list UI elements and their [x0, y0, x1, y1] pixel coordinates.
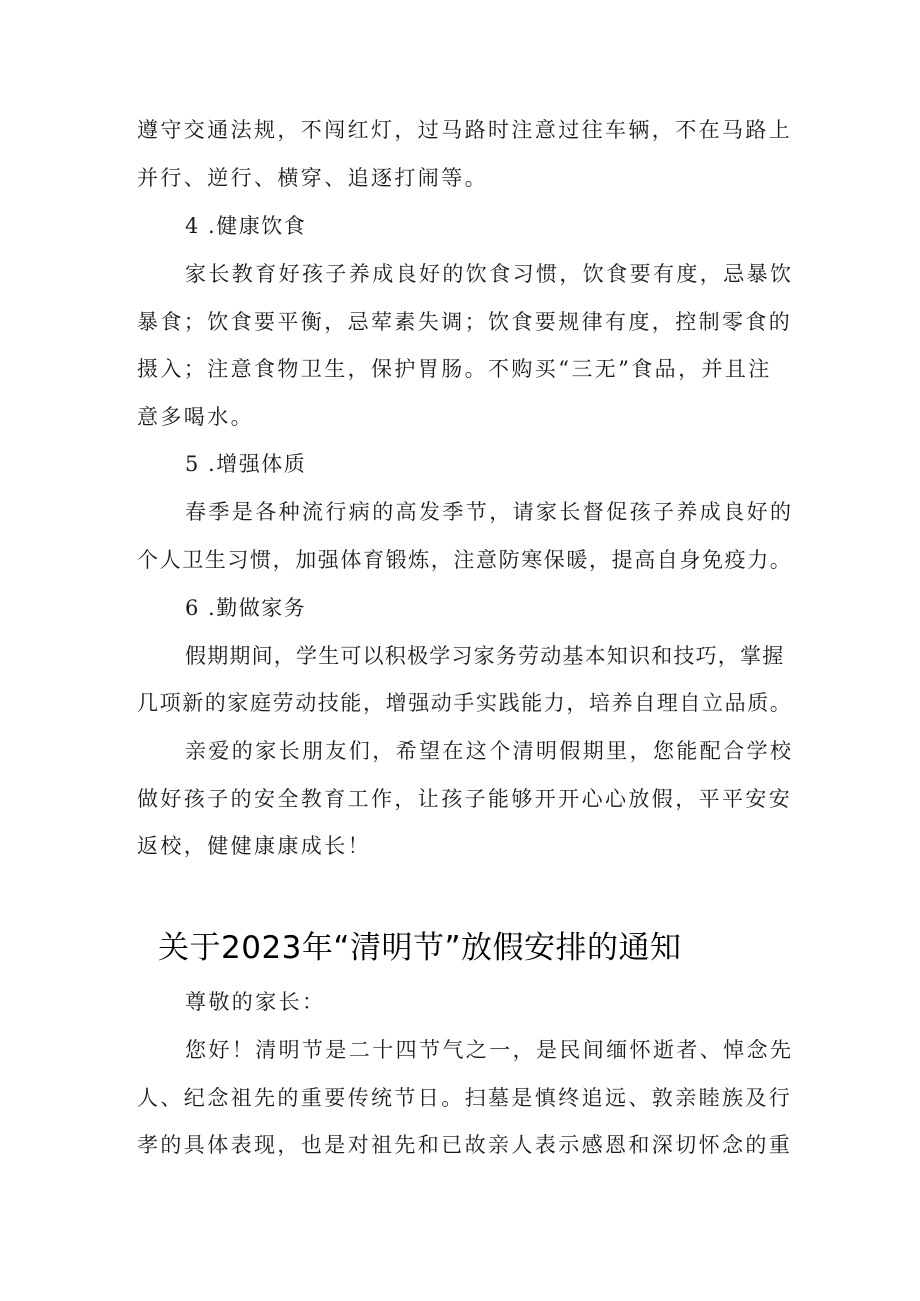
- paragraph-line: 人、纪念祖先的重要传统节日。扫墓是慎终追远、敦亲睦族及行: [137, 1086, 793, 1110]
- notice-title: 关于2023年“清明节”放假安排的通知: [158, 930, 682, 966]
- paragraph-line: 返校，健健康康成长！: [137, 834, 371, 858]
- paragraph-line: 假期期间，学生可以积极学习家务劳动基本知识和技巧，掌握: [185, 644, 785, 668]
- salutation: 尊敬的家长：: [185, 990, 326, 1014]
- paragraph-line: 暴食；饮食要平衡，忌荤素失调；饮食要规律有度，控制零食的: [137, 310, 793, 334]
- section-heading-6: 6 .勤做家务: [185, 596, 307, 620]
- paragraph-line: 家长教育好孩子养成良好的饮食习惯，饮食要有度，忌暴饮: [185, 262, 794, 286]
- paragraph-line: 意多喝水。: [137, 405, 254, 429]
- paragraph-line: 几项新的家庭劳动技能，增强动手实践能力，培养自理自立品质。: [137, 691, 793, 715]
- paragraph-line: 个人卫生习惯，加强体育锻炼，注意防寒保暖，提高自身免疫力。: [137, 548, 793, 572]
- paragraph-line: 做好孩子的安全教育工作，让孩子能够开开心心放假，平平安安: [137, 787, 793, 811]
- paragraph-line: 孝的具体表现，也是对祖先和已故亲人表示感恩和深切怀念的重: [137, 1133, 793, 1157]
- section-heading-4: 4 .健康饮食: [185, 214, 307, 238]
- paragraph-line: 春季是各种流行病的高发季节，请家长督促孩子养成良好的: [185, 500, 794, 524]
- paragraph-line: 摄入；注意食物卫生，保护胃肠。不购买“三无”食品，并且注: [137, 357, 772, 381]
- paragraph-line: 并行、逆行、横穿、追逐打闹等。: [137, 166, 488, 190]
- section-heading-5: 5 .增强体质: [185, 452, 307, 476]
- paragraph-line: 您好！清明节是二十四节气之一，是民间缅怀逝者、悼念先: [185, 1038, 794, 1062]
- paragraph-line: 亲爱的家长朋友们，希望在这个清明假期里，您能配合学校: [185, 739, 794, 763]
- paragraph-line: 遵守交通法规，不闯红灯，过马路时注意过往车辆，不在马路上: [137, 118, 793, 142]
